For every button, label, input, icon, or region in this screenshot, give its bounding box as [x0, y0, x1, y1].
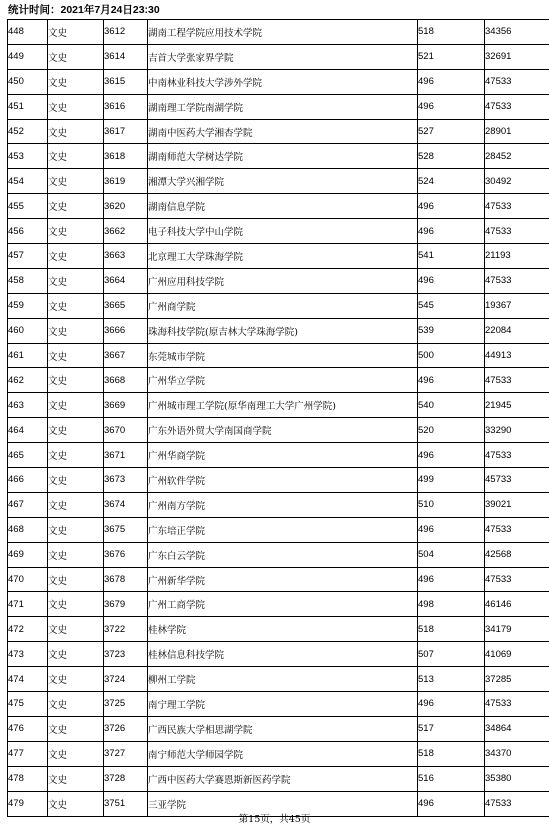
subject-type: 文史 — [48, 144, 104, 169]
row-index: 458 — [8, 268, 48, 293]
min-rank: 47533 — [485, 194, 549, 219]
min-score: 507 — [418, 642, 485, 667]
subject-type: 文史 — [48, 343, 104, 368]
row-index: 453 — [8, 144, 48, 169]
school-code: 3726 — [104, 716, 148, 741]
school-name: 广州华立学院 — [148, 368, 418, 393]
min-score: 496 — [418, 517, 485, 542]
min-rank: 47533 — [485, 692, 549, 717]
min-score: 518 — [418, 20, 485, 45]
row-index: 462 — [8, 368, 48, 393]
school-name: 湖南工程学院应用技术学院 — [148, 20, 418, 45]
min-score: 496 — [418, 791, 485, 816]
min-rank: 47533 — [485, 443, 549, 468]
school-code: 3618 — [104, 144, 148, 169]
row-index: 459 — [8, 293, 48, 318]
table-row — [8, 69, 549, 94]
min-rank: 34370 — [485, 741, 549, 766]
table-row — [8, 20, 549, 45]
min-rank: 19367 — [485, 293, 549, 318]
min-score: 496 — [418, 692, 485, 717]
school-code: 3674 — [104, 492, 148, 517]
min-score: 496 — [418, 567, 485, 592]
min-rank: 34356 — [485, 20, 549, 45]
subject-type: 文史 — [48, 741, 104, 766]
row-index: 478 — [8, 766, 48, 791]
min-rank: 34864 — [485, 716, 549, 741]
page-footer: 第15页，共45页 — [238, 814, 311, 825]
min-score: 521 — [418, 44, 485, 69]
table-row — [8, 393, 549, 418]
school-name: 广州华商学院 — [148, 443, 418, 468]
table-row — [8, 119, 549, 144]
table-row — [8, 244, 549, 269]
subject-type: 文史 — [48, 592, 104, 617]
school-name: 吉首大学张家界学院 — [148, 44, 418, 69]
row-index: 450 — [8, 69, 48, 94]
row-index: 472 — [8, 617, 48, 642]
school-code: 3723 — [104, 642, 148, 667]
table-row — [8, 169, 549, 194]
school-name: 桂林信息科技学院 — [148, 642, 418, 667]
school-code: 3616 — [104, 94, 148, 119]
school-code: 3727 — [104, 741, 148, 766]
subject-type: 文史 — [48, 667, 104, 692]
subject-type: 文史 — [48, 119, 104, 144]
table-row — [8, 567, 549, 592]
school-code: 3615 — [104, 69, 148, 94]
min-score: 496 — [418, 94, 485, 119]
school-code: 3751 — [104, 791, 148, 816]
row-index: 475 — [8, 692, 48, 717]
table-row — [8, 617, 549, 642]
table-row — [8, 517, 549, 542]
school-code: 3620 — [104, 194, 148, 219]
min-score: 504 — [418, 542, 485, 567]
school-name: 广东外语外贸大学南国商学院 — [148, 418, 418, 443]
table-row — [8, 692, 549, 717]
min-score: 539 — [418, 318, 485, 343]
min-rank: 33290 — [485, 418, 549, 443]
min-score: 510 — [418, 492, 485, 517]
table-row — [8, 492, 549, 517]
table-row — [8, 716, 549, 741]
min-score: 496 — [418, 219, 485, 244]
school-name: 广州商学院 — [148, 293, 418, 318]
school-code: 3679 — [104, 592, 148, 617]
min-rank: 34179 — [485, 617, 549, 642]
row-index: 467 — [8, 492, 48, 517]
school-code: 3669 — [104, 393, 148, 418]
subject-type: 文史 — [48, 393, 104, 418]
min-rank: 41069 — [485, 642, 549, 667]
subject-type: 文史 — [48, 368, 104, 393]
table-row — [8, 219, 549, 244]
row-index: 463 — [8, 393, 48, 418]
row-index: 468 — [8, 517, 48, 542]
school-code: 3663 — [104, 244, 148, 269]
table-row — [8, 268, 549, 293]
school-code: 3662 — [104, 219, 148, 244]
school-name: 广州新华学院 — [148, 567, 418, 592]
subject-type: 文史 — [48, 318, 104, 343]
school-name: 广西中医药大学赛恩斯新医药学院 — [148, 766, 418, 791]
subject-type: 文史 — [48, 468, 104, 493]
subject-type: 文史 — [48, 94, 104, 119]
table-row — [8, 293, 549, 318]
min-rank: 28901 — [485, 119, 549, 144]
subject-type: 文史 — [48, 418, 104, 443]
min-score: 518 — [418, 741, 485, 766]
admission-table — [7, 19, 549, 817]
min-rank: 21193 — [485, 244, 549, 269]
row-index: 473 — [8, 642, 48, 667]
school-code: 3667 — [104, 343, 148, 368]
school-name: 珠海科技学院(原吉林大学珠海学院) — [148, 318, 418, 343]
min-rank: 35380 — [485, 766, 549, 791]
table-row — [8, 468, 549, 493]
school-name: 广州南方学院 — [148, 492, 418, 517]
school-name: 湖南中医药大学湘杏学院 — [148, 119, 418, 144]
subject-type: 文史 — [48, 716, 104, 741]
row-index: 469 — [8, 542, 48, 567]
min-score: 524 — [418, 169, 485, 194]
subject-type: 文史 — [48, 791, 104, 816]
row-index: 477 — [8, 741, 48, 766]
school-name: 广州城市理工学院(原华南理工大学广州学院) — [148, 393, 418, 418]
table-row — [8, 542, 549, 567]
min-score: 517 — [418, 716, 485, 741]
stat-time-header: 统计时间：2021年7月24日23:30 — [8, 4, 160, 16]
row-index: 455 — [8, 194, 48, 219]
table-row — [8, 443, 549, 468]
min-rank: 32691 — [485, 44, 549, 69]
school-code: 3619 — [104, 169, 148, 194]
min-rank: 30492 — [485, 169, 549, 194]
subject-type: 文史 — [48, 492, 104, 517]
school-code: 3724 — [104, 667, 148, 692]
subject-type: 文史 — [48, 219, 104, 244]
subject-type: 文史 — [48, 766, 104, 791]
school-name: 广州工商学院 — [148, 592, 418, 617]
admission-table-body — [8, 20, 549, 817]
subject-type: 文史 — [48, 642, 104, 667]
school-name: 广州软件学院 — [148, 468, 418, 493]
row-index: 457 — [8, 244, 48, 269]
school-name: 三亚学院 — [148, 791, 418, 816]
subject-type: 文史 — [48, 20, 104, 45]
school-code: 3612 — [104, 20, 148, 45]
school-name: 湖南信息学院 — [148, 194, 418, 219]
row-index: 448 — [8, 20, 48, 45]
min-rank: 28452 — [485, 144, 549, 169]
school-code: 3675 — [104, 517, 148, 542]
school-code: 3725 — [104, 692, 148, 717]
school-name: 柳州工学院 — [148, 667, 418, 692]
table-row — [8, 194, 549, 219]
table-row — [8, 144, 549, 169]
row-index: 479 — [8, 791, 48, 816]
row-index: 465 — [8, 443, 48, 468]
min-score: 500 — [418, 343, 485, 368]
school-code: 3614 — [104, 44, 148, 69]
min-score: 518 — [418, 617, 485, 642]
row-index: 471 — [8, 592, 48, 617]
school-name: 北京理工大学珠海学院 — [148, 244, 418, 269]
min-score: 498 — [418, 592, 485, 617]
min-score: 496 — [418, 268, 485, 293]
min-rank: 21945 — [485, 393, 549, 418]
subject-type: 文史 — [48, 443, 104, 468]
school-code: 3671 — [104, 443, 148, 468]
school-name: 电子科技大学中山学院 — [148, 219, 418, 244]
school-name: 东莞城市学院 — [148, 343, 418, 368]
min-score: 545 — [418, 293, 485, 318]
min-rank: 22084 — [485, 318, 549, 343]
min-rank: 46146 — [485, 592, 549, 617]
min-rank: 44913 — [485, 343, 549, 368]
min-score: 540 — [418, 393, 485, 418]
school-code: 3664 — [104, 268, 148, 293]
subject-type: 文史 — [48, 169, 104, 194]
min-score: 516 — [418, 766, 485, 791]
table-row — [8, 368, 549, 393]
min-score: 496 — [418, 443, 485, 468]
table-row — [8, 94, 549, 119]
table-row — [8, 766, 549, 791]
school-code: 3673 — [104, 468, 148, 493]
min-rank: 47533 — [485, 791, 549, 816]
min-score: 496 — [418, 69, 485, 94]
table-row — [8, 667, 549, 692]
subject-type: 文史 — [48, 293, 104, 318]
school-code: 3728 — [104, 766, 148, 791]
row-index: 451 — [8, 94, 48, 119]
min-rank: 47533 — [485, 94, 549, 119]
school-name: 桂林学院 — [148, 617, 418, 642]
row-index: 464 — [8, 418, 48, 443]
school-code: 3678 — [104, 567, 148, 592]
table-row — [8, 418, 549, 443]
school-name: 南宁师范大学师园学院 — [148, 741, 418, 766]
subject-type: 文史 — [48, 244, 104, 269]
school-name: 广州应用科技学院 — [148, 268, 418, 293]
min-rank: 47533 — [485, 219, 549, 244]
subject-type: 文史 — [48, 567, 104, 592]
table-row — [8, 741, 549, 766]
school-code: 3668 — [104, 368, 148, 393]
min-score: 527 — [418, 119, 485, 144]
row-index: 456 — [8, 219, 48, 244]
min-rank: 47533 — [485, 368, 549, 393]
school-name: 湖南理工学院南湖学院 — [148, 94, 418, 119]
school-name: 湘潭大学兴湘学院 — [148, 169, 418, 194]
min-score: 496 — [418, 194, 485, 219]
school-code: 3665 — [104, 293, 148, 318]
row-index: 460 — [8, 318, 48, 343]
row-index: 452 — [8, 119, 48, 144]
subject-type: 文史 — [48, 268, 104, 293]
school-name: 广东培正学院 — [148, 517, 418, 542]
school-code: 3666 — [104, 318, 148, 343]
min-score: 499 — [418, 468, 485, 493]
table-row — [8, 642, 549, 667]
table-row — [8, 343, 549, 368]
min-score: 541 — [418, 244, 485, 269]
row-index: 454 — [8, 169, 48, 194]
school-name: 广东白云学院 — [148, 542, 418, 567]
row-index: 461 — [8, 343, 48, 368]
subject-type: 文史 — [48, 542, 104, 567]
subject-type: 文史 — [48, 517, 104, 542]
school-name: 南宁理工学院 — [148, 692, 418, 717]
min-rank: 39021 — [485, 492, 549, 517]
school-name: 中南林业科技大学涉外学院 — [148, 69, 418, 94]
school-name: 广西民族大学相思湖学院 — [148, 716, 418, 741]
school-code: 3676 — [104, 542, 148, 567]
row-index: 476 — [8, 716, 48, 741]
row-index: 466 — [8, 468, 48, 493]
school-code: 3670 — [104, 418, 148, 443]
min-rank: 37285 — [485, 667, 549, 692]
min-rank: 47533 — [485, 268, 549, 293]
min-rank: 47533 — [485, 517, 549, 542]
min-rank: 47533 — [485, 69, 549, 94]
row-index: 449 — [8, 44, 48, 69]
min-score: 496 — [418, 368, 485, 393]
min-score: 528 — [418, 144, 485, 169]
subject-type: 文史 — [48, 617, 104, 642]
table-row — [8, 318, 549, 343]
school-code: 3617 — [104, 119, 148, 144]
subject-type: 文史 — [48, 69, 104, 94]
school-code: 3722 — [104, 617, 148, 642]
min-rank: 42568 — [485, 542, 549, 567]
subject-type: 文史 — [48, 44, 104, 69]
min-score: 513 — [418, 667, 485, 692]
min-score: 520 — [418, 418, 485, 443]
row-index: 470 — [8, 567, 48, 592]
subject-type: 文史 — [48, 692, 104, 717]
min-rank: 45733 — [485, 468, 549, 493]
subject-type: 文史 — [48, 194, 104, 219]
table-row — [8, 44, 549, 69]
school-name: 湖南师范大学树达学院 — [148, 144, 418, 169]
row-index: 474 — [8, 667, 48, 692]
table-row — [8, 592, 549, 617]
min-rank: 47533 — [485, 567, 549, 592]
